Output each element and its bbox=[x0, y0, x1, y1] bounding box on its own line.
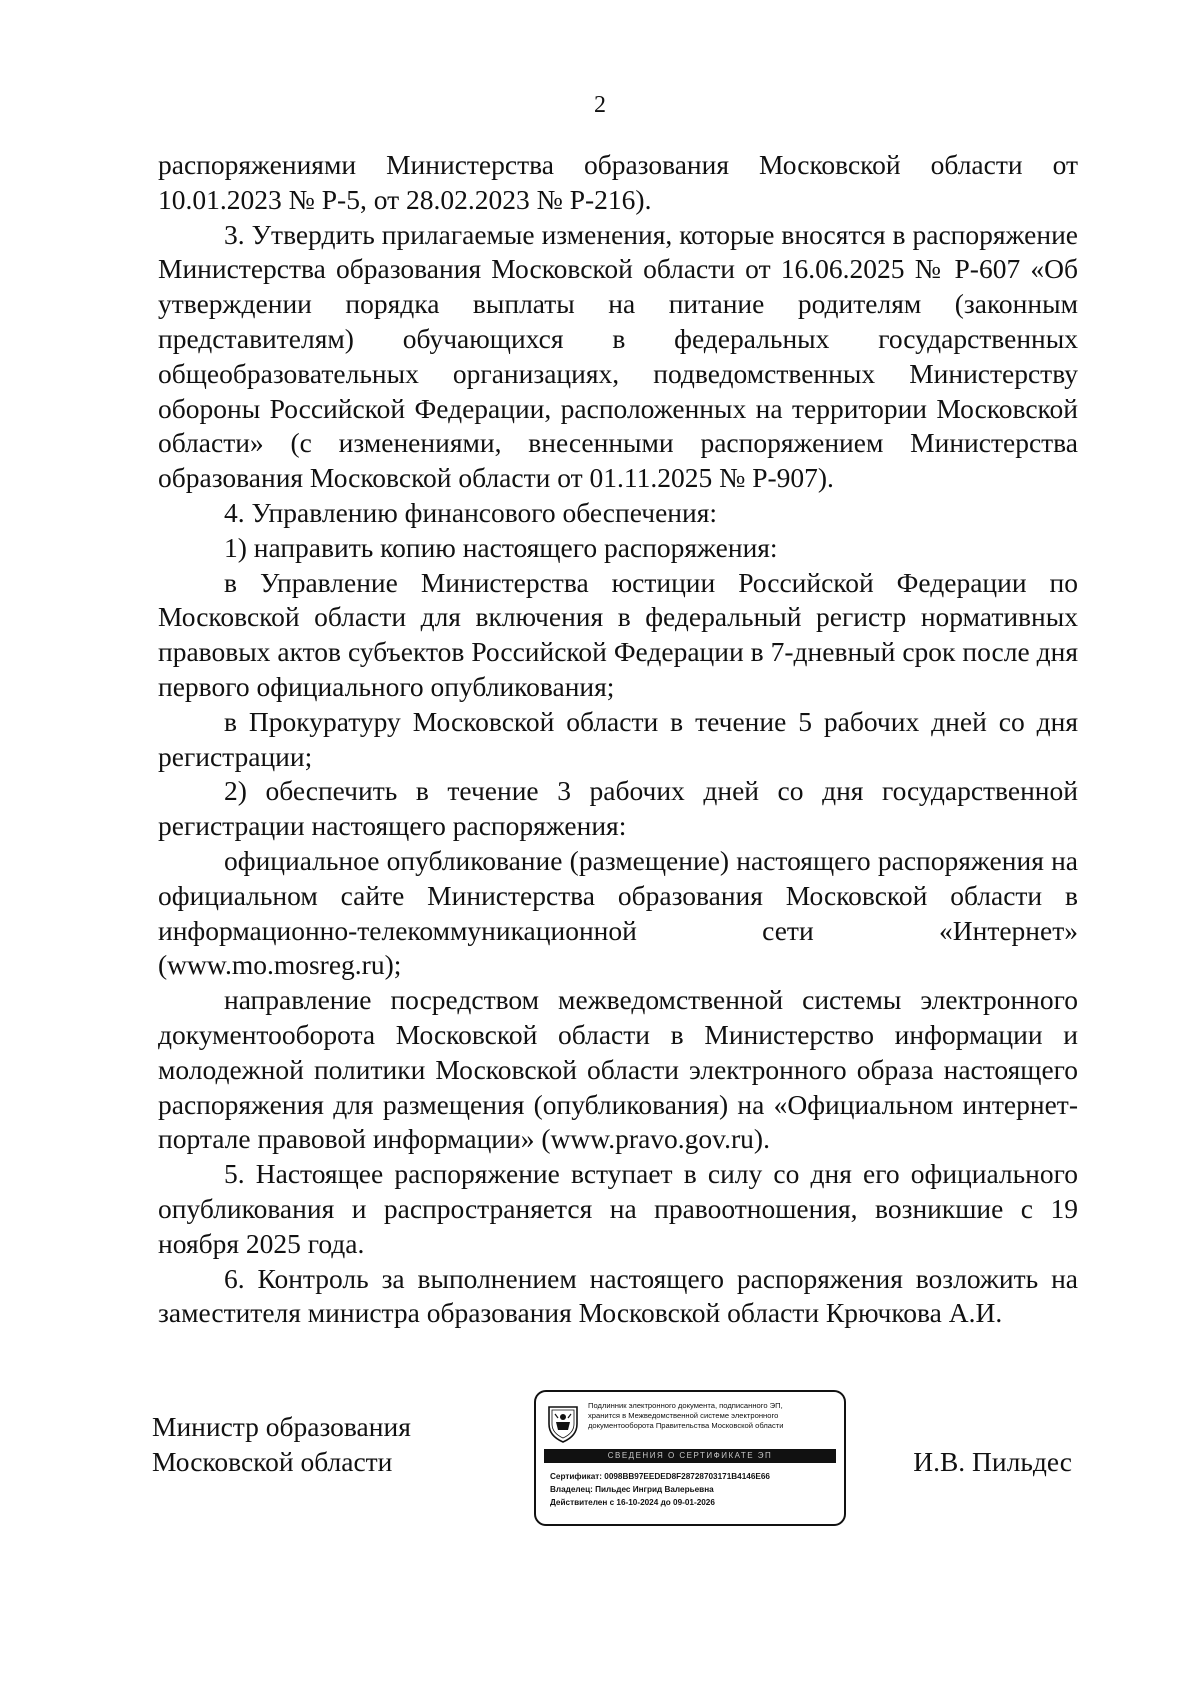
signer-position bbox=[152, 1410, 411, 1480]
signer-name: И.В. Пильдес bbox=[913, 1446, 1072, 1477]
paragraph-subitem-2: 2) обеспечить в течение 3 рабочих дней со дня государственной регистрации настоящего распоряжения: bbox=[158, 775, 1078, 842]
paragraph-item-5: 5. Настоящее распоряжение вступает в силу со дня его официального опубликования и распространяется на правоотношения, возникшие с 19 ноября 2025 года. bbox=[158, 1158, 1078, 1259]
stamp-certificate: Сертификат: 0098BB97EEDED8F28728703171B4146E66 bbox=[550, 1472, 770, 1481]
page-number: 2 bbox=[594, 92, 606, 118]
signer-position-line-1: Министр образования bbox=[152, 1411, 411, 1442]
electronic-signature-stamp bbox=[534, 1390, 846, 1526]
paragraph-item-4: 4. Управлению финансового обеспечения: bbox=[224, 496, 717, 528]
stamp-intro-line-1: Подлинник электронного документа, подписанного ЭП, bbox=[588, 1401, 783, 1410]
document-body bbox=[158, 148, 1078, 1331]
paragraph-official-publication: официальное опубликование (размещение) настоящего распоряжения на официальном сайте Министерства образования Московской области в информационно-телекоммуникационной сети «Интернет» (www.mo.mosreg.ru); bbox=[158, 844, 1078, 981]
paragraph-justice-ministry: в Управление Министерства юстиции Российской Федерации по Московской области для включения в федеральный регистр нормативных правовых актов субъектов Российской Федерации в 7-дневный срок после дня первого официального опубликования; bbox=[158, 566, 1078, 702]
stamp-intro-line-3: документооборота Правительства Московской области bbox=[588, 1421, 784, 1431]
stamp-intro-line-2: хранится в Межведомственной системе электронного bbox=[588, 1411, 779, 1421]
paragraph-item-6: 6. Контроль за выполнением настоящего распоряжения возложить на заместителя министра образования Московской области Крючкова А.И. bbox=[158, 1262, 1078, 1329]
stamp-intro bbox=[588, 1401, 838, 1432]
paragraph-subitem-1: 1) направить копию настоящего распоряжения: bbox=[224, 531, 778, 563]
paragraph-continuation: распоряжениями Министерства образования Московской области от 10.01.2023 № Р-5, от 28.02.2023 № Р-216). bbox=[158, 149, 1078, 215]
stamp-validity: Действителен с 16-10-2024 до 09-01-2026 bbox=[550, 1498, 715, 1507]
signer-position-line-2: Московской области bbox=[152, 1445, 393, 1477]
signature-block bbox=[0, 1401, 1200, 1560]
stamp-details bbox=[550, 1470, 835, 1509]
paragraph-prosecutor: в Прокуратуру Московской области в течение 5 рабочих дней со дня регистрации; bbox=[158, 705, 1078, 772]
stamp-banner: СВЕДЕНИЯ О СЕРТИФИКАТЕ ЭП bbox=[544, 1449, 836, 1463]
paragraph-edo-direction: направление посредством межведомственной системы электронного документооборота Московской области в Министерство информации и молодежной политики Московской области электронного образа настоящего распоряжения для размещения (опубликования) на «Официальном интернет-портале правовой информации» (www.pravo.gov.ru). bbox=[158, 984, 1078, 1155]
paragraph-item-3: 3. Утвердить прилагаемые изменения, которые вносятся в распоряжение Министерства образования Московской области от 16.06.2025 № Р-607 «Об утверждении порядка выплаты на питание родителям (законным представителям) обучающихся в федеральных государственных общеобразовательных организациях, подведомственных Министерству обороны Российской Федерации, расположенных на территории Московской области» (с изменениями, внесенными распоряжением Министерства образования Московской области от 01.11.2025 № Р-907). bbox=[158, 218, 1078, 494]
stamp-owner: Владелец: Пильдес Ингрид Валерьевна bbox=[550, 1485, 714, 1494]
coat-of-arms-icon bbox=[546, 1402, 580, 1444]
